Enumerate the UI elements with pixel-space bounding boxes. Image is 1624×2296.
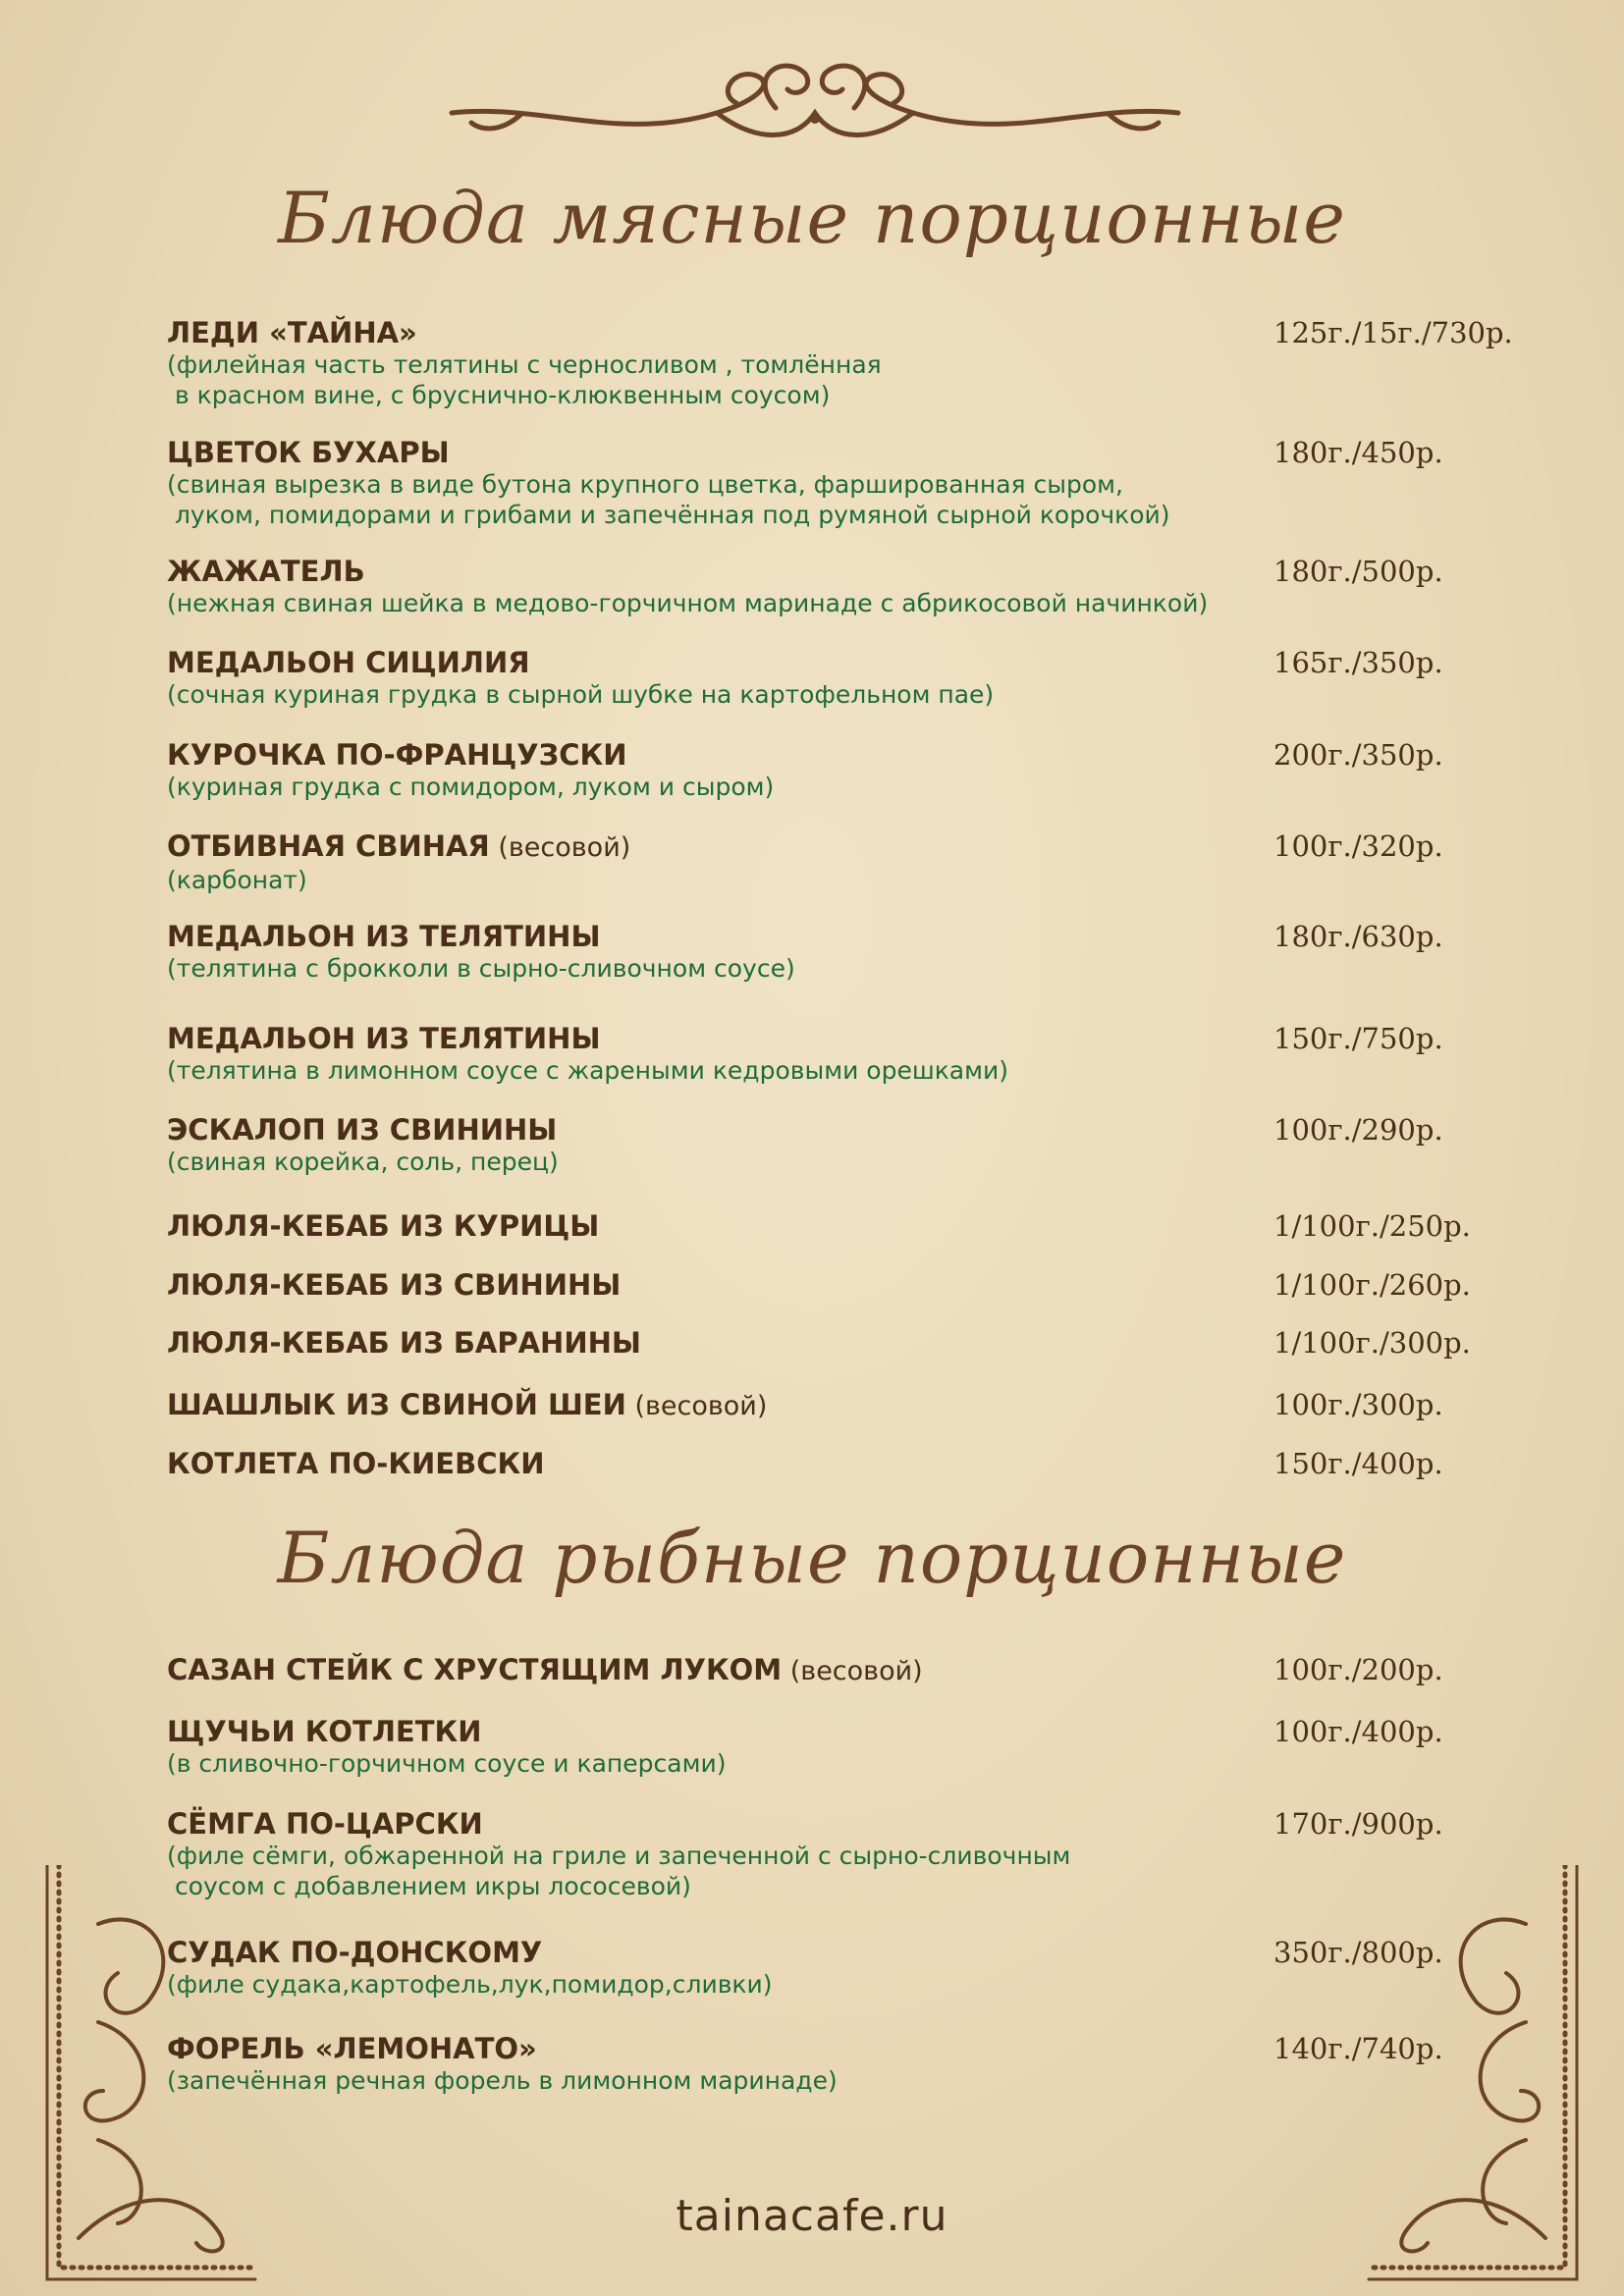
- menu-item: [167, 1388, 1483, 1423]
- dish-price: 1/100г./300р.: [1273, 1326, 1471, 1360]
- menu-item: [167, 1936, 1483, 2000]
- dish-price: 100г./290р.: [1273, 1113, 1443, 1147]
- dish-description: (филейная часть телятины с черносливом , томлённая в красном вине, с бруснично-клюквенным соусом): [167, 350, 882, 409]
- dish-name-text: КУРОЧКА ПО-ФРАНЦУЗСКИ: [167, 738, 627, 772]
- dish-name-text: МЕДАЛЬОН СИЦИЛИЯ: [167, 646, 530, 679]
- dish-description: (телятина в лимонном соусе с жареными кедровыми орешками): [167, 1056, 1008, 1085]
- dish-description: (филе сёмги, обжаренной на гриле и запеченной с сырно-сливочным соусом с добавлением икры лососевой): [167, 1842, 1071, 1900]
- dish-price: 180г./630р.: [1273, 920, 1443, 953]
- dish-weight-note: (весовой): [625, 1391, 768, 1421]
- dish-name-text: ЭСКАЛОП ИЗ СВИНИНЫ: [167, 1113, 558, 1147]
- dish-description: (филе судака,картофель,лук,помидор,сливки): [167, 1970, 773, 1999]
- dish-price: 350г./800р.: [1273, 1936, 1443, 1969]
- dish-price: 150г./400р.: [1273, 1447, 1443, 1480]
- dish-name-text: ЩУЧЬИ КОТЛЕТКИ: [167, 1715, 482, 1748]
- menu-item: [167, 1326, 1483, 1360]
- menu-item: [167, 646, 1483, 710]
- dish-weight-note: (весовой): [782, 1656, 923, 1686]
- dish-name-text: ОТБИВНАЯ СВИНАЯ: [167, 829, 490, 863]
- dish-description: (куриная грудка с помидором, луком и сыром): [167, 773, 775, 801]
- top-flourish-ornament: [422, 54, 1208, 162]
- menu-item: [167, 316, 1513, 410]
- dish-name-text: ЦВЕТОК БУХАРЫ: [167, 436, 450, 469]
- menu-item: [167, 1209, 1483, 1243]
- dish-price: 165г./350р.: [1273, 646, 1443, 679]
- dish-name-text: ЖАЖАТЕЛЬ: [167, 555, 365, 588]
- dish-name-text: САЗАН СТЕЙК С ХРУСТЯЩИМ ЛУКОМ: [167, 1653, 783, 1686]
- menu-item: [167, 1653, 1483, 1688]
- dish-name-text: ЛЮЛЯ-КЕБАБ ИЗ КУРИЦЫ: [167, 1209, 600, 1243]
- dish-description: (в сливочно-горчичном соусе и каперсами): [167, 1749, 727, 1778]
- dish-name-text: ФОРЕЛЬ «ЛЕМОНАТО»: [167, 2032, 537, 2065]
- menu-item: [167, 2032, 1483, 2096]
- meat-section-title: Блюда мясные порционные: [278, 177, 1346, 259]
- dish-description: (свиная вырезка в виде бутона крупного цветка, фаршированная сыром, луком, помидорами и грибами и запечённая под румяной сырной корочкой): [167, 470, 1170, 529]
- menu-item: [167, 1447, 1483, 1480]
- menu-item: [167, 555, 1483, 618]
- dish-name-text: СУДАК ПО-ДОНСКОМУ: [167, 1936, 543, 1969]
- menu-item: [167, 829, 1483, 895]
- menu-item: [167, 1807, 1483, 1901]
- dish-description: (телятина с брокколи в сырно-сливочном соусе): [167, 954, 795, 983]
- dish-price: 1/100г./250р.: [1273, 1209, 1471, 1243]
- dish-price: 200г./350р.: [1273, 738, 1443, 772]
- dish-name-text: МЕДАЛЬОН ИЗ ТЕЛЯТИНЫ: [167, 920, 601, 953]
- menu-item: [167, 920, 1483, 984]
- dish-description: (карбонат): [167, 866, 307, 894]
- dish-name-text: ЛЮЛЯ-КЕБАБ ИЗ БАРАНИНЫ: [167, 1326, 641, 1360]
- dish-price: 100г./300р.: [1273, 1388, 1443, 1421]
- dish-price: 170г./900р.: [1273, 1807, 1443, 1841]
- dish-name-text: СЁМГА ПО-ЦАРСКИ: [167, 1807, 483, 1841]
- menu-item: [167, 1113, 1483, 1177]
- dish-name-text: МЕДАЛЬОН ИЗ ТЕЛЯТИНЫ: [167, 1022, 601, 1055]
- dish-price: 140г./740р.: [1273, 2032, 1443, 2065]
- menu-item: [167, 436, 1483, 530]
- dish-description: (нежная свиная шейка в медово-горчичном маринаде с абрикосовой начинкой): [167, 589, 1209, 617]
- dish-price: 180г./500р.: [1273, 555, 1443, 588]
- dish-description: (сочная куриная грудка в сырной шубке на картофельном пае): [167, 680, 995, 709]
- fish-section-title: Блюда рыбные порционные: [277, 1517, 1347, 1599]
- menu-item: [167, 1022, 1483, 1086]
- dish-name-text: ЛЕДИ «ТАЙНА»: [167, 316, 417, 349]
- dish-price: 150г./750р.: [1273, 1022, 1443, 1055]
- dish-name-text: ШАШЛЫК ИЗ СВИНОЙ ШЕИ: [167, 1388, 626, 1421]
- dish-description: (запечённая речная форель в лимонном маринаде): [167, 2066, 838, 2095]
- dish-name-text: ЛЮЛЯ-КЕБАБ ИЗ СВИНИНЫ: [167, 1268, 622, 1302]
- dish-price: 100г./400р.: [1273, 1715, 1443, 1748]
- dish-price: 180г./450р.: [1273, 436, 1443, 469]
- dish-weight-note: (весовой): [489, 832, 631, 863]
- dish-price: 100г./200р.: [1273, 1653, 1443, 1686]
- dish-description: (свиная корейка, соль, перец): [167, 1148, 559, 1176]
- dish-name-text: КОТЛЕТА ПО-КИЕВСКИ: [167, 1447, 545, 1480]
- menu-item: [167, 1715, 1483, 1779]
- dish-price: 100г./320р.: [1273, 829, 1443, 863]
- dish-price: 1/100г./260р.: [1273, 1268, 1471, 1302]
- dish-price: 125г./15г./730р.: [1273, 316, 1513, 349]
- menu-item: [167, 1268, 1483, 1302]
- menu-item: [167, 738, 1483, 802]
- website-footer: tainacafe.ru: [676, 2191, 948, 2241]
